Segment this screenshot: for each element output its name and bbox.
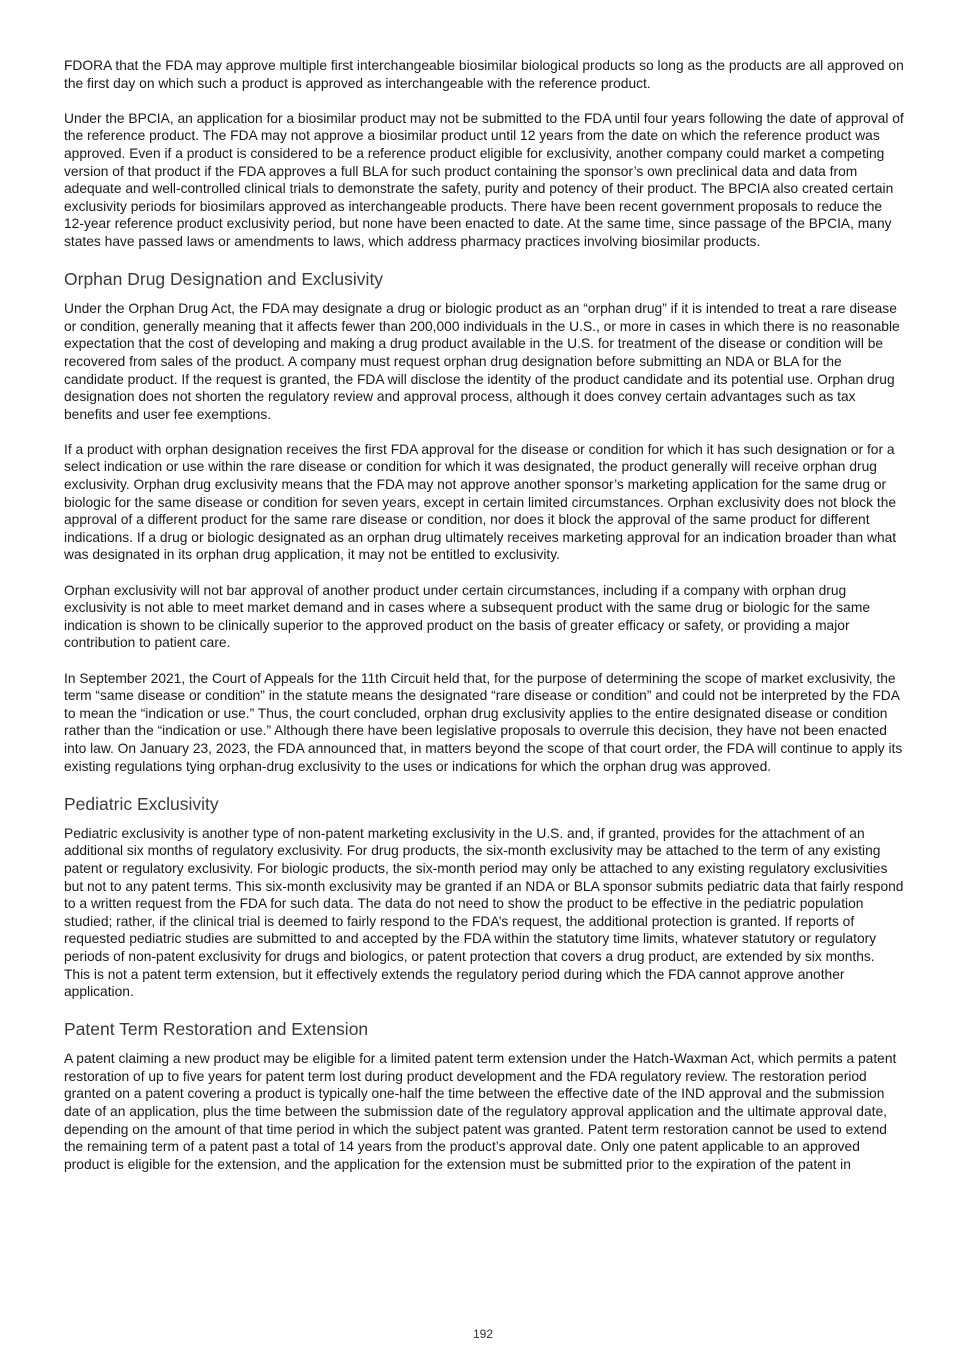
paragraph: A patent claiming a new product may be eligible for a limited patent term extension under the Hatch-Waxman Act, which permits a patent restoration of up to five years for patent term lost during product development and the FDA regulatory review. The restoration period granted on a patent covering a product is typically one-half the time between the effective date of the IND approval and the submission date of an application, plus the time between the submission date of the regulatory approval application and the ultimate approval date, depending on the amount of that time period in which the subject patent was granted. Patent term restoration cannot be used to extend the remaining term of a patent past a total of 14 years from the product’s approval date. Only one patent applicable to an approved product is eligible for the extension, and the application for the extension must be submitted prior to the expiration of the patent in [64,1051,897,1172]
paragraph: FDORA that the FDA may approve multiple first interchangeable biosimilar biological products so long as the products are all approved on the first day on which such a product is approved as interchangeable with the reference product. [64,58,904,91]
paragraph: Orphan exclusivity will not bar approval of another product under certain circumstances, including if a company with orphan drug exclusivity is not able to meet market demand and in cases where a subsequent product with the same drug or biologic for the same indication is shown to be clinically superior to the approved product on the basis of greater efficacy or safety, or providing a major contribution to patient care. [64,582,871,651]
document-page [64,57,904,1191]
paragraph: Under the BPCIA, an application for a biosimilar product may not be submitted to the FDA until four years following the date of approval of the reference product. The FDA may not approve a biosimilar product until 12 years from the date on which the reference product was approved. Even if a product is considered to be a reference product eligible for exclusivity, another company could market a competing version of that product if the FDA approves a full BLA for such product containing the sponsor’s own preclinical data and data from adequate and well-controlled clinical trials to demonstrate the safety, purity and potency of their product. The BPCIA also created certain exclusivity periods for biosimilars approved as interchangeable products. There have been recent government proposals to reduce the 12-year reference product exclusivity period, but none have been enacted to date. At the same time, since passage of the BPCIA, many states have passed laws or amendments to laws, which address pharmacy practices involving biosimilar products. [64,110,904,249]
paragraph: If a product with orphan designation receives the first FDA approval for the disease or condition for which it has such designation or for a select indication or use within the rare disease or condition for which it was designated, the product generally will receive orphan drug exclusivity. Orphan drug exclusivity means that the FDA may not approve another sponsor’s marketing application for the same drug or biologic for the same disease or condition for seven years, except in certain limited circumstances. Orphan exclusivity does not block the approval of a different product for the same rare disease or condition, nor does it block the approval of the same product for different indications. If a drug or biologic designated as an orphan drug ultimately receives marketing approval for an indication broader than what was designated in its orphan drug application, it may not be entitled to exclusivity. [64,441,897,563]
paragraph: In September 2021, the Court of Appeals for the 11th Circuit held that, for the purpose of determining the scope of market exclusivity, the term “same disease or condition” in the statute means the designated “rare disease or condition” and could not be interpreted by the FDA to mean the “indication or use.” Thus, the court concluded, orphan drug exclusivity applies to the entire designated disease or condition rather than the “indication or use.” Although there have been legislative proposals to overrule this decision, they have not been enacted into law. On January 23, 2023, the FDA announced that, in matters beyond the scope of that court order, the FDA will continue to apply its existing regulations tying orphan-drug exclusivity to the uses or indications for which the orphan drug was approved. [64,670,903,774]
section-heading-patent: Patent Term Restoration and Extension [64,1019,369,1040]
paragraph: Pediatric exclusivity is another type of non-patent marketing exclusivity in the U.S. and, if granted, provides for the attachment of an additional six months of regulatory exclusivity. For drug products, the six-month exclusivity may be attached to the term of any existing patent or regulatory exclusivity. For biologic products, the six-month period may only be attached to any existing regulatory exclusivities but not to any patent terms. This six-month exclusivity may be granted if an NDA or BLA sponsor submits pediatric data that fairly respond to a written request from the FDA for such data. The data do not need to show the product to be effective in the pediatric population studied; rather, if the clinical trial is deemed to fairly respond to the FDA’s request, the additional protection is granted. If reports of requested pediatric studies are submitted to and accepted by the FDA within the statutory time limits, whatever statutory or regulatory periods of non-patent exclusivity for drugs and biologics, or patent protection that covers a drug product, are extended by six months. This is not a patent term extension, but it effectively extends the regulatory period during which the FDA cannot approve another application. [64,825,904,1000]
section-heading-orphan: Orphan Drug Designation and Exclusivity [64,269,384,290]
page-number: 192 [472,1327,494,1341]
paragraph: Under the Orphan Drug Act, the FDA may designate a drug or biologic product as an “orphan drug” if it is intended to treat a rare disease or condition, generally meaning that it affects fewer than 200,000 individuals in the U.S., or more in cases in which there is no reasonable expectation that the cost of developing and making a drug product available in the U.S. for treatment of the disease or condition will be recovered from sales of the product. A company must request orphan drug designation before submitting an NDA or BLA for the candidate product. If the request is granted, the FDA will disclose the identity of the product candidate and its potential use. Orphan drug designation does not shorten the regulatory review and approval process, although it does convey certain advantages such as tax benefits and user fee exemptions. [64,301,900,422]
section-heading-pediatric: Pediatric Exclusivity [64,793,219,814]
